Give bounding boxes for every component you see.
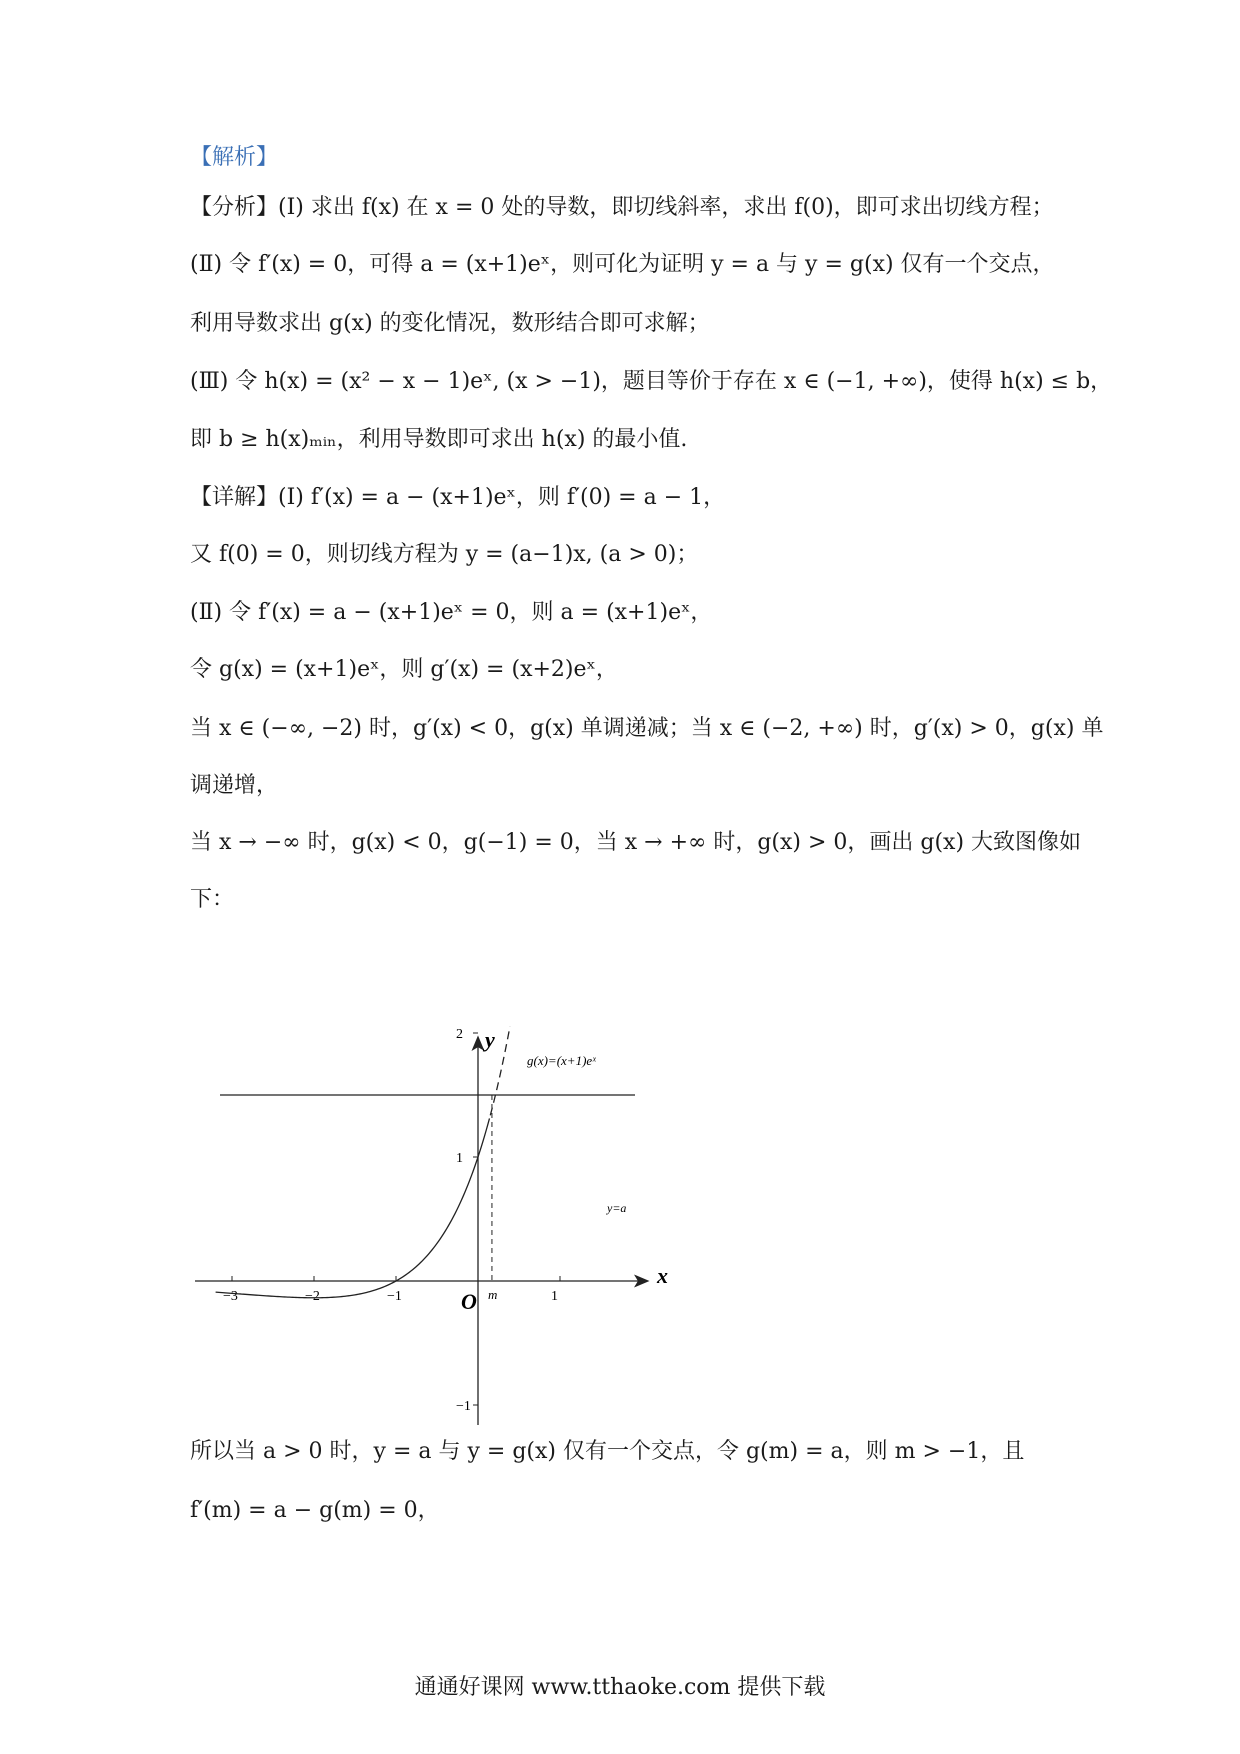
m-label: m	[487, 1287, 498, 1302]
y-tick-label: 2	[456, 1027, 463, 1042]
text-line-3: 利用导数求出 g(x) 的变化情况，数形结合即可求解；	[190, 311, 710, 336]
text-line-6: 【详解】(Ⅰ) f′(x) = a − (x+1)eˣ，则 f′(0) = a − 1，	[190, 485, 726, 510]
text-line-9: 令 g(x) = (x+1)eˣ，则 g′(x) = (x+2)eˣ，	[190, 657, 618, 682]
text-line-11: 调递增，	[190, 773, 279, 798]
text-line-12: 当 x → −∞ 时，g(x) < 0，g(−1) = 0，当 x → +∞ 时，g(x) > 0，画出 g(x) 大致图像如	[190, 830, 1082, 855]
text-line-15: f′(m) = a − g(m) = 0，	[190, 1498, 440, 1523]
y-axis-label: y	[485, 1027, 495, 1052]
x-axis-label: x	[657, 1263, 668, 1288]
x-ticks	[223, 1276, 560, 1304]
text-line-14: 所以当 a > 0 时，y = a 与 y = g(x) 仅有一个交点，令 g(m) = a，则 m > −1，且	[190, 1439, 1025, 1464]
text-line-5: 即 b ≥ h(x)ₘᵢₙ，利用导数即可求出 h(x) 的最小值.	[190, 427, 688, 452]
curve-g-solid	[216, 1118, 490, 1297]
text-line-2: (Ⅱ) 令 f′(x) = 0，可得 a = (x+1)eˣ，则可化为证明 y = a 与 y = g(x) 仅有一个交点，	[190, 252, 1055, 277]
text-line-13: 下：	[190, 887, 235, 912]
origin-label: O	[461, 1289, 477, 1314]
text-line-10: 当 x ∈ (−∞, −2) 时，g′(x) < 0，g(x) 单调递减；当 x ∈ (−2, +∞) 时，g′(x) > 0，g(x) 单	[190, 716, 1104, 741]
y-ticks	[456, 1027, 478, 1414]
text-line-1: 【分析】(Ⅰ) 求出 f(x) 在 x = 0 处的导数，即切线斜率，求出 f(0)，即可求出切线方程；	[190, 195, 1054, 220]
x-tick-label: −2	[305, 1289, 320, 1304]
y-tick-label: 1	[456, 1151, 463, 1166]
y-tick-label: −1	[456, 1399, 471, 1414]
curve-label: g(x)=(x+1)eˣ	[527, 1053, 596, 1068]
text-line-4: (Ⅲ) 令 h(x) = (x² − x − 1)eˣ, (x > −1)，题目等价于存在 x ∈ (−1, +∞)，使得 h(x) ≤ b，	[190, 369, 1113, 394]
x-tick-label: −3	[223, 1289, 238, 1304]
text-line-7: 又 f(0) = 0，则切线方程为 y = (a−1)x, (a > 0)；	[190, 542, 699, 567]
x-tick-label: 1	[551, 1289, 558, 1304]
x-tick-label: −1	[387, 1289, 402, 1304]
line-label: y=a	[607, 1201, 627, 1215]
section-heading: 【解析】	[190, 145, 279, 170]
footer-credit: 通通好课网 www.tthaoke.com 提供下载	[414, 1675, 826, 1700]
text-line-8: (Ⅱ) 令 f′(x) = a − (x+1)eˣ = 0，则 a = (x+1)eˣ，	[190, 600, 713, 625]
function-graph	[195, 1025, 685, 1465]
